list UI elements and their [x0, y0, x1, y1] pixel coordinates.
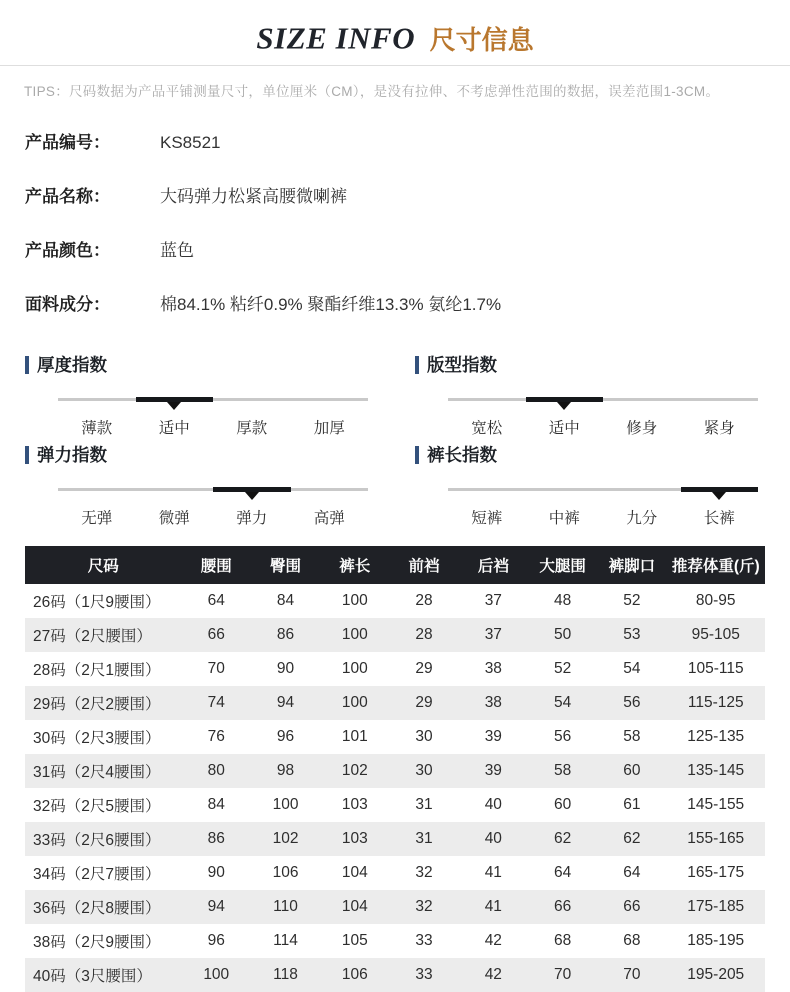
value-cell: 66	[553, 898, 572, 915]
value-cell: 105-115	[687, 660, 744, 677]
value-cell: 41	[484, 898, 502, 915]
value-cell: 90	[207, 864, 225, 881]
table-row	[25, 788, 765, 822]
product-field-value: 蓝色	[160, 241, 194, 260]
size-table-header-row	[25, 546, 765, 584]
slider-pointer-icon	[167, 402, 181, 410]
slider-option-label: 薄款	[81, 420, 113, 437]
value-cell: 53	[623, 626, 641, 643]
value-cell: 33	[415, 932, 433, 949]
value-cell: 70	[207, 660, 225, 677]
slider-option-label: 宽松	[471, 420, 503, 437]
value-cell: 84	[276, 592, 295, 609]
value-cell: 155-165	[687, 830, 745, 847]
size-cell: 40码（3尺腰围）	[33, 968, 152, 985]
product-field-value: 棉84.1% 粘纤0.9% 聚酯纤维13.3% 氨纶1.7%	[160, 295, 502, 314]
value-cell: 102	[272, 830, 299, 847]
table-row	[25, 924, 765, 958]
accent-bar-icon	[415, 356, 419, 374]
size-cell: 30码（2尺3腰围）	[33, 730, 161, 747]
size-table-col-header: 裤脚口	[597, 546, 666, 584]
size-cell: 38码（2尺9腰围）	[33, 934, 161, 951]
value-cell: 38	[484, 694, 502, 711]
indicator-title	[25, 352, 415, 377]
value-cell: 70	[623, 966, 641, 983]
tips-note: TIPS：尺码数据为产品平铺测量尺寸，单位厘米（CM），是没有拉伸、不考虑弹性范围的数据，误差范围1-3CM。	[24, 84, 720, 99]
indicator-slider	[448, 480, 758, 502]
slider-track	[58, 398, 368, 401]
value-cell: 30	[415, 762, 433, 779]
value-cell: 70	[553, 966, 572, 983]
product-field-label: 产品颜色：	[25, 241, 110, 260]
product-field	[25, 182, 790, 207]
value-cell: 114	[273, 932, 298, 949]
value-cell: 32	[415, 864, 433, 881]
size-table-col-header: 推荐体重(斤)	[666, 546, 765, 584]
value-cell: 56	[553, 728, 572, 745]
product-field	[25, 290, 790, 315]
value-cell: 106	[272, 864, 299, 881]
slider-option-label: 中裤	[548, 510, 580, 527]
value-cell: 60	[623, 762, 641, 779]
value-cell: 80-95	[695, 592, 736, 609]
page-title-en: SIZE INFO	[256, 20, 416, 56]
value-cell: 62	[553, 830, 572, 847]
table-row	[25, 754, 765, 788]
value-cell: 50	[553, 626, 572, 643]
product-info-section	[0, 100, 790, 315]
value-cell: 185-195	[687, 932, 745, 949]
value-cell: 95-105	[691, 626, 740, 643]
indicator-2	[415, 352, 780, 438]
value-cell: 40	[484, 830, 502, 847]
value-cell: 100	[203, 966, 230, 983]
value-cell: 56	[623, 694, 641, 711]
value-cell: 100	[341, 694, 368, 711]
indicator-title	[415, 352, 780, 377]
slider-option-labels	[58, 416, 368, 438]
accent-bar-icon	[415, 446, 419, 464]
table-row	[25, 822, 765, 856]
table-row	[25, 890, 765, 924]
value-cell: 54	[553, 694, 572, 711]
indicator-title-text: 版型指数	[427, 355, 497, 375]
value-cell: 42	[484, 966, 502, 983]
value-cell: 104	[341, 864, 368, 881]
slider-option-label: 紧身	[703, 420, 735, 437]
value-cell: 165-175	[687, 864, 745, 881]
value-cell: 118	[273, 966, 298, 983]
slider-option-label: 长裤	[703, 510, 735, 527]
size-cell: 26码（1尺9腰围）	[33, 594, 161, 611]
size-cell: 27码（2尺腰围）	[33, 628, 152, 645]
product-field-value: 大码弹力松紧高腰微喇裤	[160, 187, 347, 206]
table-row	[25, 652, 765, 686]
value-cell: 37	[484, 592, 502, 609]
value-cell: 31	[415, 830, 433, 847]
value-cell: 39	[484, 762, 502, 779]
value-cell: 68	[623, 932, 641, 949]
size-table-col-header: 后裆	[459, 546, 528, 584]
indicator-title-text: 厚度指数	[37, 355, 107, 375]
size-cell: 32码（2尺5腰围）	[33, 798, 161, 815]
indicator-slider	[58, 390, 368, 412]
value-cell: 52	[553, 660, 572, 677]
value-cell: 58	[553, 762, 572, 779]
product-field	[25, 236, 790, 261]
indicator-slider	[448, 390, 758, 412]
value-cell: 61	[623, 796, 641, 813]
slider-option-label: 适中	[548, 420, 580, 437]
value-cell: 64	[623, 864, 641, 881]
value-cell: 110	[273, 898, 298, 915]
slider-option-label: 九分	[626, 510, 658, 527]
value-cell: 100	[341, 660, 368, 677]
size-cell: 31码（2尺4腰围）	[33, 764, 161, 781]
value-cell: 52	[623, 592, 641, 609]
value-cell: 58	[623, 728, 641, 745]
value-cell: 102	[341, 762, 368, 779]
slider-option-label: 适中	[158, 420, 190, 437]
value-cell: 66	[623, 898, 641, 915]
value-cell: 74	[207, 694, 225, 711]
slider-option-label: 高弹	[313, 510, 345, 527]
value-cell: 96	[207, 932, 225, 949]
value-cell: 100	[341, 626, 368, 643]
slider-option-labels	[448, 416, 758, 438]
value-cell: 33	[415, 966, 433, 983]
slider-option-label: 短裤	[471, 510, 503, 527]
slider-option-labels	[58, 506, 368, 528]
value-cell: 28	[415, 592, 433, 609]
value-cell: 41	[484, 864, 502, 881]
slider-track	[448, 398, 758, 401]
value-cell: 94	[207, 898, 225, 915]
product-field-label: 面料成分：	[25, 295, 110, 314]
value-cell: 96	[276, 728, 295, 745]
size-table-col-header: 臀围	[251, 546, 320, 584]
size-cell: 29码（2尺2腰围）	[33, 696, 161, 713]
indicator-1	[25, 352, 415, 438]
table-row	[25, 584, 765, 618]
accent-bar-icon	[25, 446, 29, 464]
value-cell: 104	[341, 898, 368, 915]
value-cell: 30	[415, 728, 433, 745]
value-cell: 62	[623, 830, 641, 847]
slider-option-labels	[448, 506, 758, 528]
value-cell: 68	[553, 932, 572, 949]
size-table-col-header: 裤长	[320, 546, 389, 584]
value-cell: 86	[207, 830, 225, 847]
page-header	[0, 0, 790, 66]
indicator-title	[415, 442, 780, 467]
product-field	[25, 128, 790, 153]
size-table	[25, 546, 765, 992]
value-cell: 175-185	[687, 898, 745, 915]
size-cell: 33码（2尺6腰围）	[33, 832, 161, 849]
slider-option-label: 修身	[626, 420, 658, 437]
table-row	[25, 686, 765, 720]
size-table-col-header: 尺码	[25, 546, 182, 584]
slider-option-label: 无弹	[81, 510, 113, 527]
slider-pointer-icon	[712, 492, 726, 500]
size-cell: 34码（2尺7腰围）	[33, 866, 161, 883]
size-table-col-header: 腰围	[182, 546, 251, 584]
page-title-cn: 尺寸信息	[429, 25, 534, 55]
value-cell: 32	[415, 898, 433, 915]
value-cell: 103	[341, 796, 368, 813]
accent-bar-icon	[25, 356, 29, 374]
slider-option-label: 微弹	[158, 510, 190, 527]
value-cell: 39	[484, 728, 502, 745]
value-cell: 86	[276, 626, 295, 643]
size-table-col-header: 大腿围	[528, 546, 597, 584]
value-cell: 84	[207, 796, 225, 813]
value-cell: 106	[341, 966, 368, 983]
table-row	[25, 958, 765, 992]
value-cell: 80	[207, 762, 225, 779]
value-cell: 42	[484, 932, 502, 949]
indicator-3	[25, 442, 415, 528]
value-cell: 103	[341, 830, 368, 847]
value-cell: 98	[276, 762, 295, 779]
table-row	[25, 720, 765, 754]
indicator-title-text: 裤长指数	[427, 445, 497, 465]
size-table-section	[0, 532, 790, 992]
indicator-title-text: 弹力指数	[37, 445, 107, 465]
value-cell: 100	[341, 592, 368, 609]
value-cell: 105	[341, 932, 368, 949]
value-cell: 54	[623, 660, 641, 677]
value-cell: 64	[207, 592, 225, 609]
value-cell: 29	[415, 694, 433, 711]
value-cell: 37	[484, 626, 502, 643]
value-cell: 94	[276, 694, 295, 711]
value-cell: 195-205	[687, 966, 745, 983]
slider-pointer-icon	[557, 402, 571, 410]
size-table-col-header: 前裆	[389, 546, 458, 584]
size-cell: 28码（2尺1腰围）	[33, 662, 161, 679]
value-cell: 28	[415, 626, 433, 643]
indicator-4	[415, 442, 780, 528]
slider-option-label: 厚款	[236, 420, 268, 437]
table-row	[25, 856, 765, 890]
product-field-value: KS8521	[160, 133, 221, 152]
value-cell: 135-145	[687, 762, 745, 779]
table-row	[25, 618, 765, 652]
value-cell: 76	[207, 728, 225, 745]
value-cell: 145-155	[687, 796, 745, 813]
value-cell: 100	[272, 796, 299, 813]
value-cell: 115-125	[687, 694, 744, 711]
value-cell: 40	[484, 796, 502, 813]
value-cell: 90	[276, 660, 295, 677]
value-cell: 125-135	[687, 728, 745, 745]
slider-option-label: 加厚	[313, 420, 345, 437]
slider-pointer-icon	[245, 492, 259, 500]
value-cell: 31	[415, 796, 433, 813]
value-cell: 101	[341, 728, 368, 745]
indicator-title	[25, 442, 415, 467]
product-field-label: 产品名称：	[25, 187, 110, 206]
indicator-slider	[58, 480, 368, 502]
size-cell: 36码（2尺8腰围）	[33, 900, 161, 917]
value-cell: 66	[207, 626, 225, 643]
value-cell: 48	[553, 592, 572, 609]
product-field-label: 产品编号：	[25, 133, 110, 152]
value-cell: 64	[553, 864, 572, 881]
value-cell: 60	[553, 796, 572, 813]
value-cell: 29	[415, 660, 433, 677]
value-cell: 38	[484, 660, 502, 677]
slider-option-label: 弹力	[236, 510, 268, 527]
indicators-section	[0, 344, 790, 532]
